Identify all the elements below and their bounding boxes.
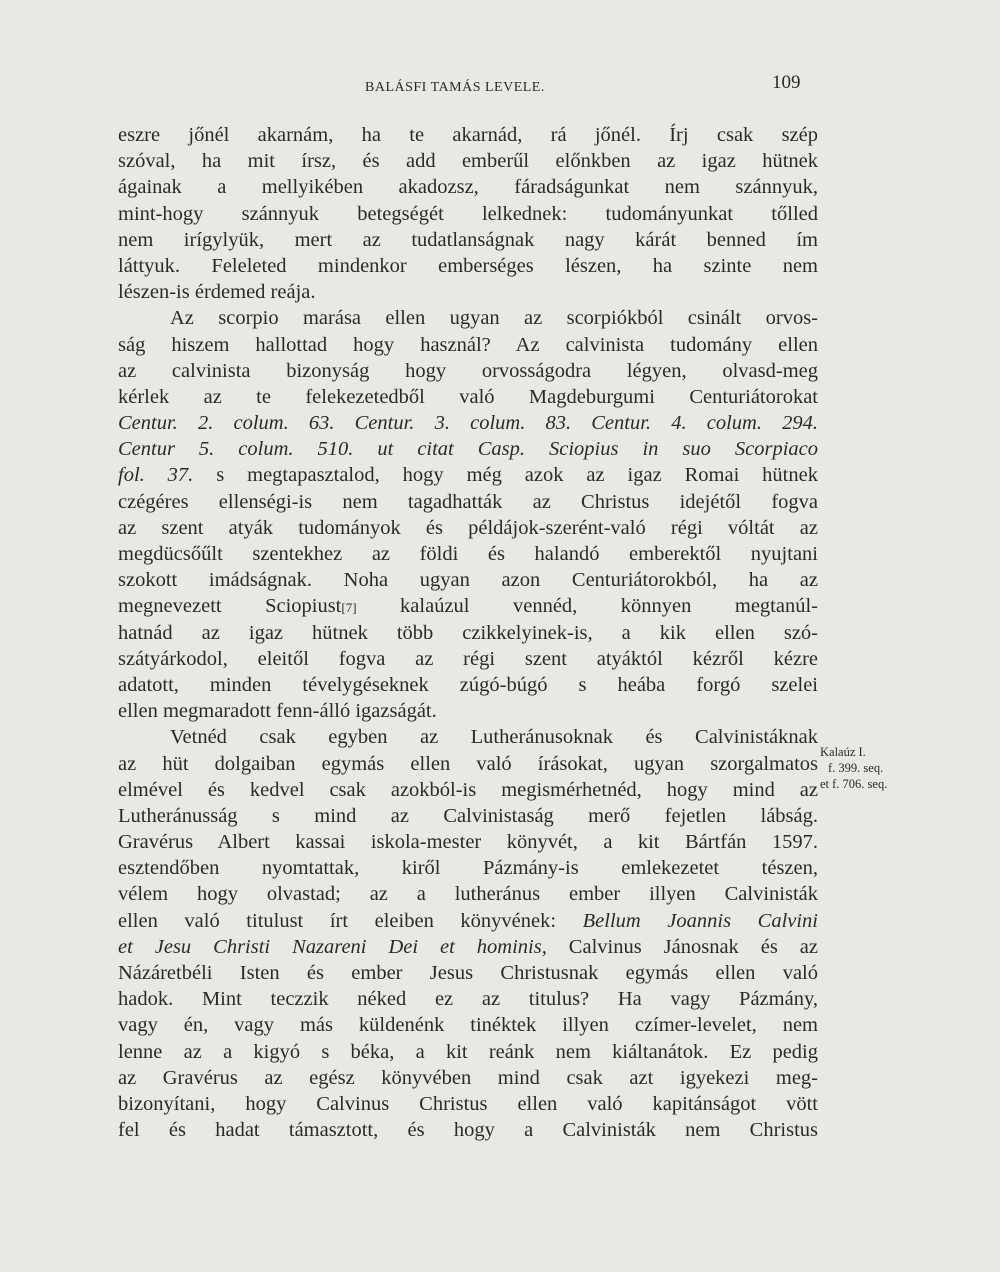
line-text: az hüt dolgaiban egymás ellen való írásokat, ugyan szorgalmatos bbox=[118, 752, 818, 775]
running-title: BALÁSFI TAMÁS LEVELE. bbox=[365, 80, 545, 95]
text-line bbox=[118, 986, 818, 1012]
text-line bbox=[118, 672, 818, 698]
line-text: Vetnéd csak egyben az Lutheránusoknak és Calvinistáknak bbox=[170, 726, 818, 749]
margin-note-line: f. 399. seq. bbox=[828, 761, 884, 775]
line-text: lenne az a kigyó s béka, a kit reánk nem kiáltanátok. Ez pedig bbox=[118, 1040, 818, 1063]
text-line bbox=[118, 881, 818, 907]
line-text: lészen-is érdemed reája. bbox=[118, 281, 316, 304]
line-text: vélem hogy olvastad; az a lutheránus ember illyen Calvinisták bbox=[118, 883, 818, 906]
line-text: nem irígylyük, mert az tudatlanságnak nagy kárát benned ím bbox=[118, 228, 818, 251]
text-line bbox=[118, 829, 818, 855]
italic-span: fol. 37. bbox=[118, 464, 194, 487]
line-text: esztendőben nyomtattak, kiről Pázmány-is emlekezetet tészen, bbox=[118, 857, 818, 880]
margin-note-line: et f. 706. seq. bbox=[820, 777, 888, 791]
line-text: szátyárkodol, eleitől fogva az régi szent atyáktól kézről kézre bbox=[118, 647, 818, 670]
line-text: az Gravérus az egész könyvében mind csak azt igyekezi meg- bbox=[118, 1066, 818, 1089]
line-text: Gravérus Albert kassai iskola-mester könyvét, a kit Bártfán 1597. bbox=[118, 831, 818, 854]
text-line bbox=[118, 934, 818, 960]
text-line bbox=[118, 1117, 818, 1143]
line-text: kérlek az te felekezetedből való Magdeburgumi Centuriátorokat bbox=[118, 385, 818, 408]
text-line bbox=[118, 1039, 818, 1065]
text-line bbox=[118, 384, 818, 410]
line-text: Centur 5. colum. 510. ut citat Casp. Sciopius in suo Scorpiaco bbox=[118, 438, 818, 461]
text-line bbox=[118, 541, 818, 567]
line-text: megnevezett Sciopiust bbox=[118, 595, 342, 618]
text-line bbox=[118, 489, 818, 515]
text-line bbox=[118, 751, 818, 777]
text-line bbox=[118, 1065, 818, 1091]
text-line bbox=[118, 305, 818, 331]
line-text: eszre jőnél akarnám, ha te akarnád, rá jőnél. Írj csak szép bbox=[118, 124, 818, 146]
line-text: szokott imádságnak. Noha ugyan azon Centuriátorokból, ha az bbox=[118, 569, 818, 592]
text-line bbox=[118, 122, 818, 148]
text-line bbox=[118, 279, 818, 305]
text-line bbox=[118, 253, 818, 279]
line-text: Názáretbéli Isten és ember Jesus Christusnak egymás ellen való bbox=[118, 962, 818, 984]
text-line bbox=[118, 358, 818, 384]
line-text: ágainak a mellyikében akadozsz, fáradságunkat nem szánnyuk, bbox=[118, 176, 818, 199]
body-text bbox=[118, 122, 818, 1143]
line-text: Centur. 2. colum. 63. Centur. 3. colum. 83. Centur. 4. colum. 294. bbox=[118, 412, 818, 435]
margin-note-line: Kalaúz I. bbox=[820, 745, 866, 759]
line-text: ellen megmaradott fenn-álló igazságát. bbox=[118, 700, 437, 723]
text-line bbox=[118, 227, 818, 253]
text-line bbox=[118, 201, 818, 227]
line-text: ság hiszem hallottad hogy használ? Az calvinista tudomány ellen bbox=[118, 333, 818, 356]
line-text: Calvinus Jánosnak és az bbox=[546, 935, 818, 958]
line-text: az calvinista bizonyság hogy orvosságodra légyen, olvasd-meg bbox=[118, 359, 818, 382]
line-text-continued: kalaúzul vennéd, könnyen megtanúl- bbox=[356, 595, 818, 618]
text-line bbox=[118, 332, 818, 358]
margin-note bbox=[820, 744, 930, 792]
text-line bbox=[118, 174, 818, 200]
text-line bbox=[118, 646, 818, 672]
text-line bbox=[118, 410, 818, 436]
text-line bbox=[118, 436, 818, 462]
line-text: bizonyítani, hogy Calvinus Christus ellen való kapitánságot vött bbox=[118, 1092, 818, 1115]
line-text: adatott, minden tévelygéseknek zúgó-búgó s heába forgó szelei bbox=[118, 673, 818, 696]
line-text: ellen való titulust írt eleiben könyvének: bbox=[118, 909, 583, 932]
text-line bbox=[118, 593, 818, 619]
line-text: czégéres ellenségi-is nem tagadhatták az Christus idejétől fogva bbox=[118, 490, 818, 513]
text-line bbox=[118, 1012, 818, 1038]
text-line bbox=[118, 960, 818, 986]
text-line bbox=[118, 724, 818, 750]
text-line bbox=[118, 908, 818, 934]
text-line bbox=[118, 1091, 818, 1117]
line-text: megdücsőűlt szentekhez az földi és halandó emberektől nyujtani bbox=[118, 543, 818, 565]
line-text: mint-hogy szánnyuk betegségét lelkednek: tudományunkat tőlled bbox=[118, 202, 818, 225]
text-line bbox=[118, 462, 818, 488]
line-text: fel és hadat támasztott, és hogy a Calvinisták nem Christus bbox=[118, 1119, 818, 1142]
text-line bbox=[118, 567, 818, 593]
line-text: Az scorpio marása ellen ugyan az scorpiókból csinált orvos- bbox=[170, 307, 818, 330]
line-text: s megtapasztalod, hogy még azok az igaz Romai hütnek bbox=[193, 464, 818, 487]
text-line bbox=[118, 620, 818, 646]
line-text: szóval, ha mit írsz, és add emberűl előnkben az igaz hütnek bbox=[118, 150, 818, 173]
text-line bbox=[118, 803, 818, 829]
footnote-marker: [7] bbox=[341, 600, 357, 616]
page-number: 109 bbox=[772, 72, 801, 93]
line-text: hatnád az igaz hütnek több czikkelyinek-is, a kik ellen szó- bbox=[118, 621, 818, 644]
line-text: láttyuk. Feleleted mindenkor emberséges lészen, ha szinte nem bbox=[118, 254, 818, 277]
line-text: vagy én, vagy más küldenénk tinéktek illyen czímer-levelet, nem bbox=[118, 1014, 818, 1037]
italic-span: Bellum Joannis Calvini bbox=[582, 909, 819, 932]
line-text: hadok. Mint teczzik néked ez az titulus? Ha vagy Pázmány, bbox=[118, 988, 818, 1011]
line-text: elmével és kedvel csak azokból-is megismérhetnéd, hogy mind az bbox=[118, 778, 818, 801]
line-text: az szent atyák tudományok és példájok-szerént-való régi vóltát az bbox=[118, 516, 818, 539]
italic-span: et Jesu Christi Nazareni Dei et hominis, bbox=[118, 935, 547, 958]
text-line bbox=[118, 698, 818, 724]
line-text: Lutheránusság s mind az Calvinistaság merő fejetlen lábság. bbox=[118, 804, 818, 827]
text-line bbox=[118, 777, 818, 803]
text-line bbox=[118, 515, 818, 541]
text-line bbox=[118, 855, 818, 881]
text-line bbox=[118, 148, 818, 174]
